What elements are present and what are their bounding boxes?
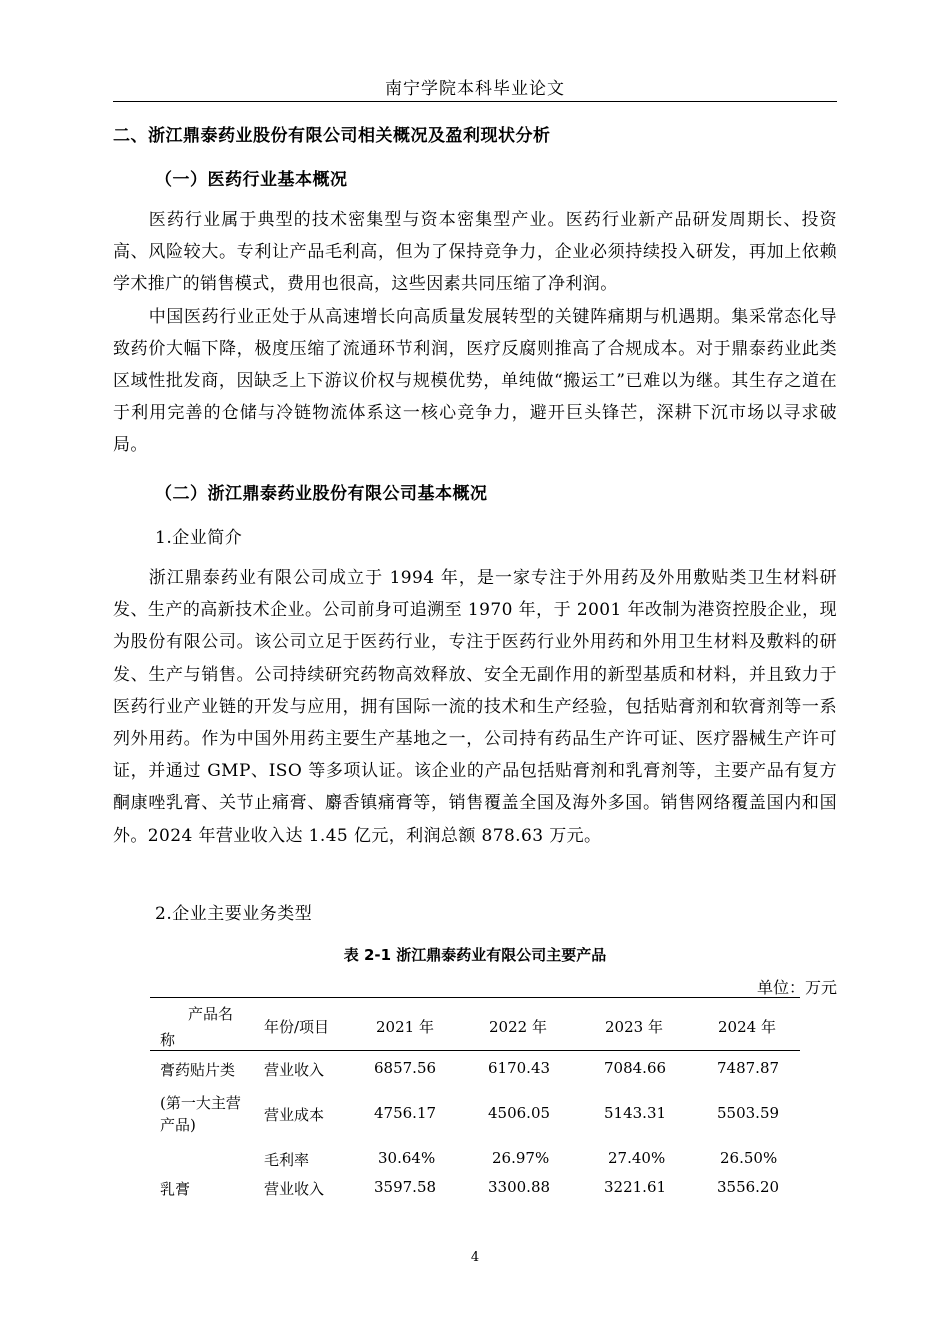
cell-item: 营业收入 [264,1061,325,1079]
cell-product: (第一大主营产品) [160,1094,241,1134]
cell-value: 4756.17 [374,1104,437,1122]
section-title: 二、浙江鼎泰药业股份有限公司相关概况及盈利现状分析 [113,126,551,146]
cell-item: 毛利率 [264,1151,310,1169]
cell-value: 3556.20 [717,1178,780,1196]
cell-product: 乳膏 [160,1180,191,1198]
cell-value: 5503.59 [717,1104,780,1122]
cell-value: 6170.43 [488,1059,551,1077]
cell-item: 营业成本 [264,1106,325,1124]
subsection-1-body [113,173,837,462]
header-year: 2021 年 [376,1018,434,1036]
cell-value: 30.64% [378,1149,436,1167]
cell-value: 4506.05 [488,1104,551,1122]
cell-value: 3221.61 [604,1178,667,1196]
cell-value: 5143.31 [604,1104,667,1122]
table-top-rule [150,997,800,998]
cell-value: 27.40% [608,1149,666,1167]
header-product-line1: 产品名 [188,1005,234,1023]
item-2-title: 2.企业主要业务类型 [155,904,313,924]
paragraph: 医药行业属于典型的技术密集型与资本密集型产业。医药行业新产品研发周期长、投资高、风险较大。专利让产品毛利高，但为了保持竞争力，企业必须持续投入研发，再加上依赖学术推广的销售模式，费用也很高，这些因素共同压缩了净利润。 [113,210,837,295]
header-item: 年份/项目 [264,1018,330,1036]
header-year: 2024 年 [718,1018,776,1036]
cell-value: 7084.66 [604,1059,667,1077]
paragraph: 浙江鼎泰药业有限公司成立于 1994 年，是一家专注于外用药及外用敷贴类卫生材料研发、生产的高新技术企业。公司前身可追溯至 1970 年，于 2001 年改制为港资控股企业，现为股份有限公司。该公司立足于医药行业，专注于医药行业外用药和外用卫生材料及敷料的研发、生产与销售。公司持续研究药物高效释放、安全无副作用的新型基质和材料，并且致力于医药行业产业链的开发与应用，拥有国际一流的技术和生产经验，包括贴膏剂和软膏剂等一系列外用药。作为中国外用药主要生产基地之一，公司持有药品生产许可证、医疗器械生产许可证，并通过 GMP、ISO 等多项认证。该企业的产品包括贴膏剂和乳膏剂等，主要产品有复方酮康唑乳膏、关节止痛膏、麝香镇痛膏等，销售覆盖全国及海外多国。销售网络覆盖国内和国外。2024 年营业收入达 1.45 亿元，利润总额 878.63 万元。 [113,568,837,846]
cell-value: 7487.87 [717,1059,780,1077]
table-header-rule [150,1050,800,1051]
cell-value: 6857.56 [374,1059,437,1077]
item-1-title: 1.企业简介 [155,528,243,548]
table-caption: 表 2-1 浙江鼎泰药业有限公司主要产品 [343,946,607,964]
header-year: 2023 年 [605,1018,663,1036]
paragraph: 中国医药行业正处于从高速增长向高质量发展转型的关键阵痛期与机遇期。集采常态化导致药价大幅下降，极度压缩了流通环节利润，医疗反腐则推高了合规成本。对于鼎泰药业此类区域性批发商，因缺乏上下游议价权与规模优势，单纯做“搬运工”已难以为继。其生存之道在于利用完善的仓储与冷链物流体系这一核心竞争力，避开巨头锋芒，深耕下沉市场以寻求破局。 [113,306,837,456]
header-rule [113,101,837,102]
cell-value: 3597.58 [374,1178,437,1196]
cell-product: 膏药贴片类 [160,1061,236,1079]
cell-value: 26.97% [492,1149,550,1167]
company-intro-body [113,562,837,852]
cell-item: 营业收入 [264,1180,325,1198]
header-product-line2: 称 [160,1031,176,1049]
header-year: 2022 年 [489,1018,547,1036]
running-header: 南宁学院本科毕业论文 [385,79,565,99]
table-unit: 单位：万元 [756,978,837,997]
subsection-title-2: （二）浙江鼎泰药业股份有限公司基本概况 [155,484,488,504]
cell-value: 26.50% [720,1149,778,1167]
subsection-title-1: （一）医药行业基本概况 [155,170,348,190]
cell-value: 3300.88 [488,1178,551,1196]
page-number: 4 [470,1250,480,1265]
